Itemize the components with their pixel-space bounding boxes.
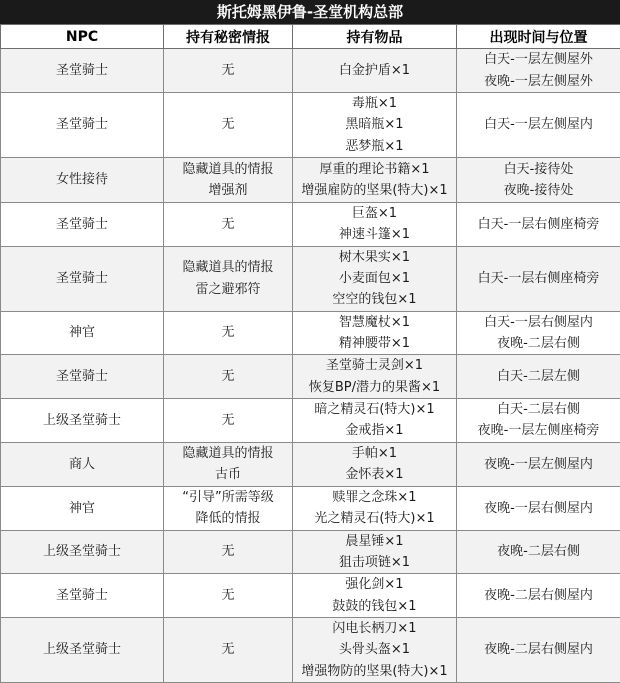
time-location-cell [457, 486, 620, 530]
time-location-line: 白天-一层左侧屋内 [457, 114, 620, 135]
time-location-cell [457, 574, 620, 618]
npc-cell: 圣堂骑士 [1, 203, 164, 247]
item-line: 增强物防的坚果(特大)×1 [293, 661, 456, 682]
secret-line: 无 [164, 322, 292, 343]
item-line: 厚重的理论书籍×1 [293, 159, 456, 180]
items-cell [293, 399, 457, 443]
items-cell [293, 246, 457, 311]
item-line: 手帕×1 [293, 443, 456, 464]
secret-line: 无 [164, 639, 292, 660]
secret-line: 无 [164, 114, 292, 135]
time-location-cell [457, 49, 620, 93]
time-location-line: 白天-一层右侧屋内 [457, 312, 620, 333]
npc-cell: 上级圣堂骑士 [1, 617, 164, 682]
secret-line: 增强剂 [164, 180, 292, 201]
time-location-line: 夜晚-一层左侧座椅旁 [457, 420, 620, 441]
npc-cell: 圣堂骑士 [1, 574, 164, 618]
items-cell [293, 311, 457, 355]
items-cell [293, 93, 457, 158]
time-location-cell [457, 311, 620, 355]
items-cell [293, 49, 457, 93]
table-row [1, 311, 620, 355]
secret-line: 无 [164, 585, 292, 606]
secret-line: 无 [164, 410, 292, 431]
secret-cell [164, 93, 293, 158]
table-row [1, 486, 620, 530]
item-line: 圣堂骑士灵剑×1 [293, 355, 456, 376]
items-cell [293, 530, 457, 574]
table-row [1, 355, 620, 399]
secret-cell [164, 530, 293, 574]
time-location-line: 夜晚-一层左侧屋内 [457, 454, 620, 475]
npc-cell: 神官 [1, 486, 164, 530]
time-location-line: 夜晚-二层右侧 [457, 333, 620, 354]
header-npc: NPC [1, 25, 164, 49]
items-cell [293, 442, 457, 486]
item-line: 毒瓶×1 [293, 93, 456, 114]
item-line: 恢复BP/潜力的果酱×1 [293, 377, 456, 398]
item-line: 恶梦瓶×1 [293, 136, 456, 157]
npc-cell: 神官 [1, 311, 164, 355]
secret-cell [164, 49, 293, 93]
secret-line: 雷之避邪符 [164, 279, 292, 300]
time-location-line: 夜晚-一层右侧屋内 [457, 498, 620, 519]
time-location-cell [457, 530, 620, 574]
secret-cell [164, 246, 293, 311]
items-cell [293, 486, 457, 530]
header-secret: 持有秘密情报 [164, 25, 293, 49]
time-location-line: 白天-二层左侧 [457, 366, 620, 387]
table-body [1, 49, 620, 683]
time-location-line: 白天-接待处 [457, 159, 620, 180]
table-row [1, 617, 620, 682]
npc-cell: 圣堂骑士 [1, 246, 164, 311]
item-line: 增强雇防的坚果(特大)×1 [293, 180, 456, 201]
item-line: 小麦面包×1 [293, 268, 456, 289]
time-location-cell [457, 93, 620, 158]
time-location-line: 白天-一层左侧屋外 [457, 49, 620, 70]
secret-line: 古币 [164, 464, 292, 485]
item-line: 暗之精灵石(特大)×1 [293, 399, 456, 420]
item-line: 强化剑×1 [293, 574, 456, 595]
table-title: 斯托姆黑伊鲁-圣堂机构总部 [0, 0, 620, 24]
npc-cell: 上级圣堂骑士 [1, 530, 164, 574]
time-location-cell [457, 246, 620, 311]
item-line: 黑暗瓶×1 [293, 114, 456, 135]
header-time-location: 出现时间与位置 [457, 25, 620, 49]
item-line: 空空的钱包×1 [293, 289, 456, 310]
item-line: 光之精灵石(特大)×1 [293, 508, 456, 529]
items-cell [293, 355, 457, 399]
items-cell [293, 158, 457, 203]
time-location-line: 夜晚-二层右侧屋内 [457, 639, 620, 660]
item-line: 头骨头盔×1 [293, 639, 456, 660]
npc-cell: 上级圣堂骑士 [1, 399, 164, 443]
item-line: 闪电长柄刀×1 [293, 618, 456, 639]
table-row [1, 93, 620, 158]
items-cell [293, 574, 457, 618]
secret-line: 隐藏道具的情报 [164, 159, 292, 180]
table-row [1, 49, 620, 93]
secret-cell [164, 617, 293, 682]
header-items: 持有物品 [293, 25, 457, 49]
secret-cell [164, 158, 293, 203]
table-row [1, 203, 620, 247]
table-row [1, 399, 620, 443]
secret-line: 降低的情报 [164, 508, 292, 529]
item-line: 巨盔×1 [293, 203, 456, 224]
items-cell [293, 203, 457, 247]
item-line: 金戒指×1 [293, 420, 456, 441]
time-location-cell [457, 158, 620, 203]
time-location-cell [457, 355, 620, 399]
item-line: 金怀表×1 [293, 464, 456, 485]
npc-cell: 商人 [1, 442, 164, 486]
item-line: 晨星锤×1 [293, 531, 456, 552]
table-row [1, 442, 620, 486]
table-header [1, 25, 620, 49]
item-line: 树木果实×1 [293, 247, 456, 268]
time-location-line: 夜晚-二层右侧屋内 [457, 585, 620, 606]
time-location-line: 夜晚-二层右侧 [457, 541, 620, 562]
secret-line: 无 [164, 60, 292, 81]
item-line: 狙击项链×1 [293, 552, 456, 573]
secret-cell [164, 355, 293, 399]
secret-cell [164, 574, 293, 618]
time-location-cell [457, 617, 620, 682]
secret-cell [164, 311, 293, 355]
secret-line: 无 [164, 214, 292, 235]
npc-cell: 圣堂骑士 [1, 93, 164, 158]
secret-line: 无 [164, 541, 292, 562]
secret-line: 无 [164, 366, 292, 387]
secret-line: “引导”所需等级 [164, 487, 292, 508]
secret-line: 隐藏道具的情报 [164, 257, 292, 278]
items-cell [293, 617, 457, 682]
table-row [1, 246, 620, 311]
secret-cell [164, 442, 293, 486]
time-location-line: 夜晚-接待处 [457, 180, 620, 201]
npc-cell: 圣堂骑士 [1, 49, 164, 93]
time-location-cell [457, 399, 620, 443]
secret-cell [164, 399, 293, 443]
time-location-line: 白天-二层右侧 [457, 399, 620, 420]
table-row [1, 574, 620, 618]
time-location-line: 白天-一层右侧座椅旁 [457, 214, 620, 235]
secret-cell [164, 203, 293, 247]
item-line: 智慧魔杖×1 [293, 312, 456, 333]
table-row [1, 158, 620, 203]
item-line: 鼓鼓的钱包×1 [293, 596, 456, 617]
npc-cell: 女性接待 [1, 158, 164, 203]
npc-cell: 圣堂骑士 [1, 355, 164, 399]
time-location-line: 夜晚-一层左侧屋外 [457, 71, 620, 92]
time-location-cell [457, 203, 620, 247]
secret-cell [164, 486, 293, 530]
item-line: 赎罪之念珠×1 [293, 487, 456, 508]
time-location-line: 白天-一层右侧座椅旁 [457, 268, 620, 289]
secret-line: 隐藏道具的情报 [164, 443, 292, 464]
table-row [1, 530, 620, 574]
item-line: 神速斗篷×1 [293, 224, 456, 245]
npc-table [0, 24, 620, 683]
item-line: 白金护盾×1 [293, 60, 456, 81]
time-location-cell [457, 442, 620, 486]
item-line: 精神腰带×1 [293, 333, 456, 354]
